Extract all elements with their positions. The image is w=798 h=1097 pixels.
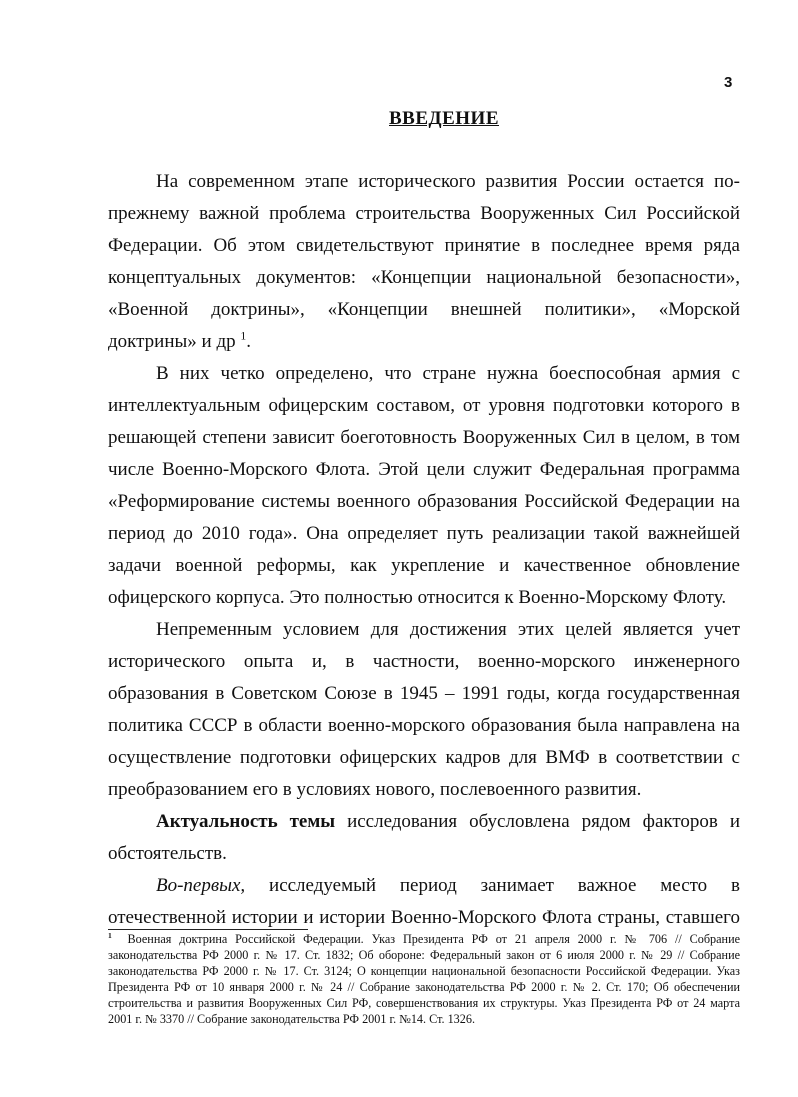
footnotes [108,931,740,1027]
paragraph [108,166,740,358]
paragraph-text: исследования обусловлена рядом факторов и обстоятельств. [108,811,740,864]
body-text [108,166,740,934]
paragraph: Непременным условием для достижения этих целей является учет исторического опыта и, в частности, военно-морского инженерного образования в Советском Союзе в 1945 – 1991 годы, когда государственная политика СССР в области военно-морского образования была направлена на осуществление подготовки офицерских кадров для ВМФ в соответствии с преобразованием его в условиях нового, послевоенного развития. [108,619,740,800]
paragraph: В них четко определено, что стране нужна боеспособная армия с интеллектуальным офицерским составом, от уровня подготовки которого в решающей степени зависит боеготовность Вооруженных Сил в целом, в том числе Военно-Морского Флота. Этой цели служит Федеральная программа «Реформирование системы военного образования Российской Федерации на период до 2010 года». Она определяет путь реализации такой важнейшей задачи военной реформы, как укрепление и качественное обновление офицерского корпуса. Это полностью относится к Военно-Морскому Флоту. [108,363,740,608]
footnote-marker: 1 [108,930,112,940]
section-heading: ВВЕДЕНИЕ [389,108,499,129]
emphasis-bold: Актуальность темы [156,811,336,832]
paragraph [108,806,740,870]
footnote-separator [108,929,308,930]
footnote-text: Военная доктрина Российской Федерации. Указ Президента РФ от 21 апреля 2000 г. № 706 // Собрание законодательства РФ 2000 г. № 17. Ст. 1832; Об обороне: Федеральный закон от 6 июля 2000 г. № 29 // Собрание законодательства РФ 2000 г. № 17. Ст. 3124; О концепции национальной безопасности Российской Федерации. Указ Президента РФ от 10 января 2000 г. № 24 // Собрание законодательства РФ 2000 г. № 2. Ст. 170; Об обеспечении строительства и развития Вооруженных Сил РФ, совершенствования их структуры. Указ Президента РФ от 24 марта 2001 г. № 3370 // Собрание законодательства РФ 2001 г. №14. Ст. 1326. [108,932,741,1026]
paragraph-text: На современном этапе исторического развития России остается по-прежнему важной проблема строительства Вооруженных Сил Российской Федерации. Об этом свидетельствуют принятие в последнее время ряда концептуальных документов: «Концепции национальной безопасности», «Военной доктрины», «Концепции внешней политики», «Морской доктрины» и др [108,171,740,352]
paragraph [108,870,740,934]
footnote-reference: 1 [240,329,247,343]
paragraph-end: . [246,331,252,352]
page-number: 3 [724,74,733,91]
emphasis-italic: Во-первых, [156,875,246,896]
footnote [108,931,740,1027]
paragraph-text: исследуемый период занимает важное место в отечественной истории и истории Военно-Морского Флота страны, ставшего [108,875,740,928]
